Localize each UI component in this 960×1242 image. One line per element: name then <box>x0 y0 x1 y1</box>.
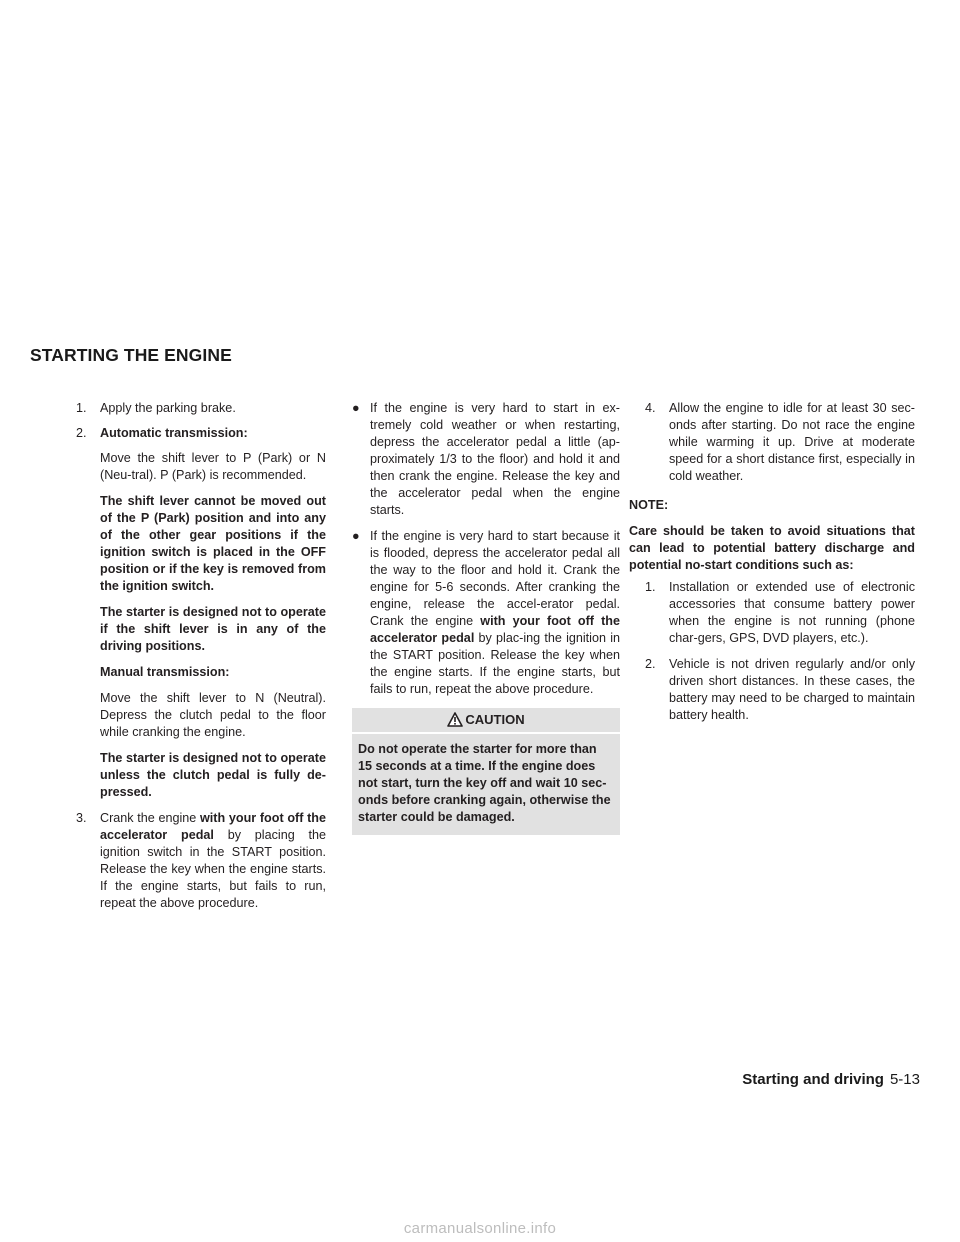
step-4 <box>629 400 915 485</box>
bullet-dot-icon: ● <box>352 401 360 415</box>
bullet-text-a: If the engine is very hard to start because it is flooded, depress the accelerator pedal all the way to the floor and hold it. Crank the engine for 5-6 seconds. After cranking the engine, release the accel-erator pedal. Crank the engine <box>370 529 620 628</box>
column-middle <box>352 400 620 835</box>
step-number: 4. <box>645 401 656 415</box>
footer-section-name: Starting and driving <box>742 1071 884 1088</box>
column-right <box>629 400 915 724</box>
manual-paragraph-1: Move the shift lever to N (Neutral). Depress the clutch pedal to the floor while cranking the engine. <box>100 691 326 739</box>
bullet-text-c: by plac-ing the ignition in the START position. Release the key when the engine starts. If the engine starts, but fails to run, repeat the above procedure. <box>370 631 620 696</box>
note-intro: Care should be taken to avoid situations that can lead to potential battery discharge and potential no-start conditions such as: <box>629 524 915 572</box>
section-title: STARTING THE ENGINE <box>30 345 232 365</box>
step-3 <box>76 810 326 912</box>
auto-paragraph-2: The shift lever cannot be moved out of the P (Park) position and into any of the other gear positions if the ignition switch is placed in the OFF position or if the key is removed from the ignition switch. <box>100 494 326 593</box>
caution-text: Do not operate the starter for more than 15 seconds at a time. If the engine does not start, turn the key off and wait 10 sec-onds before cranking again, otherwise the starter could be damaged. <box>352 734 620 835</box>
step-text-a: Crank the engine <box>100 811 200 825</box>
bullet-item-1 <box>352 400 620 519</box>
manual-paragraph-2: The starter is designed not to operate unless the clutch pedal is fully de-pressed. <box>100 751 326 799</box>
step-number: 3. <box>76 811 87 825</box>
step-text-c: by placing the ignition switch in the START position. Release the key when the engine starts. If the engine starts, but fails to run, repeat the above procedure. <box>100 828 326 910</box>
auto-paragraph-1: Move the shift lever to P (Park) or N (Neu-tral). P (Park) is recommended. <box>100 451 326 482</box>
step-2 <box>76 425 326 442</box>
step-text-bold: with your foot off the accelerator pedal <box>100 811 326 842</box>
note-number: 2. <box>645 657 656 671</box>
note-item-2 <box>629 656 915 724</box>
step-heading: Automatic transmission: <box>100 426 248 440</box>
bullet-dot-icon: ● <box>352 529 360 543</box>
bullet-text-bold: with your foot off the accelerator pedal <box>370 614 620 645</box>
caution-box <box>352 708 620 835</box>
step-text: Allow the engine to idle for at least 30 sec-onds after starting. Do not race the engine while warming it up. Drive at moderate speed for a short distance first, especially in cold weather. <box>669 401 915 483</box>
step-number: 2. <box>76 426 87 440</box>
bullet-item-2 <box>352 528 620 698</box>
page-footer <box>742 1071 920 1088</box>
auto-paragraph-3: The starter is designed not to operate if the shift lever is in any of the driving positions. <box>100 605 326 653</box>
caution-header <box>352 708 620 734</box>
page-number: 5-13 <box>889 1071 920 1088</box>
watermark: carmanualsonline.info <box>403 1220 557 1237</box>
manual-heading: Manual transmission: <box>100 665 230 679</box>
step-text: Apply the parking brake. <box>100 401 236 415</box>
column-left <box>76 400 326 912</box>
note-number: 1. <box>645 580 656 594</box>
note-item-1 <box>629 579 915 647</box>
step-number: 1. <box>76 401 87 415</box>
bullet-text: If the engine is very hard to start in ex-tremely cold weather or when restarting, depress the accelerator pedal a little (ap-proximately 1/3 to the floor) and hold it and then crank the engine. Release the key and the accelerator pedal when the engine starts. <box>370 401 620 517</box>
note-text: Vehicle is not driven regularly and/or only driven short distances. In these cases, the battery may need to be charged to maintain battery health. <box>669 657 915 722</box>
warning-triangle-icon <box>447 712 463 727</box>
note-text: Installation or extended use of electronic accessories that consume battery power when the engine is not running (phone char-gers, GPS, DVD players, etc.). <box>669 580 915 645</box>
caution-title: CAUTION <box>465 712 525 727</box>
step-1 <box>76 400 326 417</box>
note-heading: NOTE: <box>629 498 669 512</box>
